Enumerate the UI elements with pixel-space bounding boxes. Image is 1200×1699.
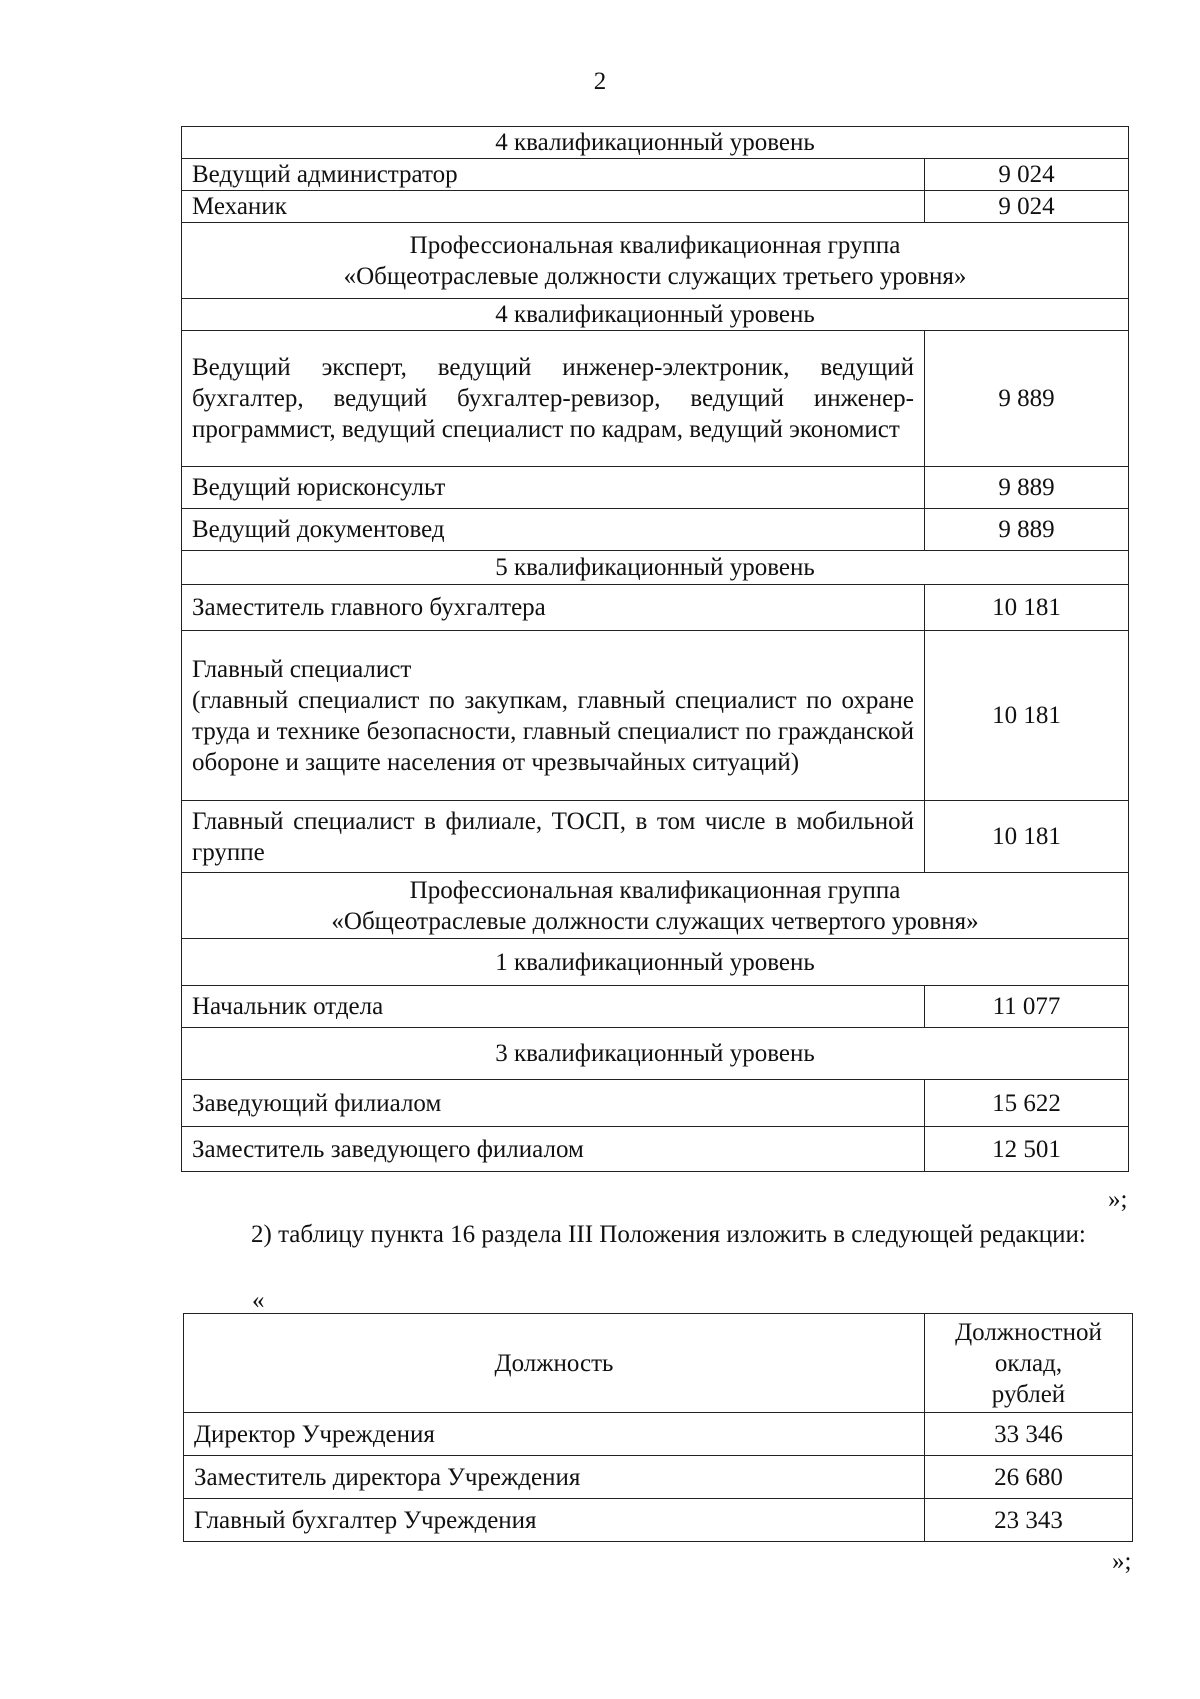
position-name: Ведущий документовед [182,509,925,551]
salary-value: 23 343 [925,1499,1133,1542]
closing-quote: »; [1112,1548,1132,1575]
amendment-paragraph: 2) таблицу пункта 16 раздела III Положения изложить в следующей редакции: [251,1221,1086,1248]
qualification-level-heading: 4 квалификационный уровень [182,127,1129,159]
table-row [182,585,1129,631]
position-name [182,631,925,801]
qualification-level-heading: 4 квалификационный уровень [182,299,1129,331]
position-title: Главный специалист [192,655,412,683]
table-row [182,299,1129,331]
table-row [182,159,1129,191]
position-name: Механик [182,191,925,223]
table-row [182,939,1129,986]
position-name: Заместитель заведующего филиалом [182,1127,925,1172]
table-row [182,467,1129,509]
group-heading-line: Профессиональная квалификационная группа [409,231,901,259]
salary-value: 10 181 [925,585,1129,631]
table-row [184,1413,1133,1456]
table-row [182,551,1129,585]
group-heading-line: «Общеотраслевые должности служащих четвертого уровня» [331,907,979,935]
table-header-row [184,1314,1133,1413]
salary-value: 26 680 [925,1456,1133,1499]
salary-table-management [183,1313,1133,1542]
position-detail: (главный специалист по закупкам, главный специалист по охране труда и технике безопасности, главный специалист по гражданской обороне и защите населения от чрезвычайных ситуаций) [192,686,914,776]
column-header-position: Должность [184,1314,925,1413]
table-row [182,631,1129,801]
salary-value: 12 501 [925,1127,1129,1172]
table-row [182,986,1129,1028]
column-header-line: рублей [991,1380,1066,1408]
table-row [182,509,1129,551]
professional-group-heading [182,223,1129,299]
position-name: Заместитель директора Учреждения [184,1456,925,1499]
salary-value: 9 889 [925,509,1129,551]
salary-value: 9 889 [925,331,1129,467]
position-name: Ведущий юрисконсульт [182,467,925,509]
position-name: Главный бухгалтер Учреждения [184,1499,925,1542]
position-name: Ведущий администратор [182,159,925,191]
position-name: Начальник отдела [182,986,925,1028]
salary-value: 10 181 [925,801,1129,873]
salary-value: 10 181 [925,631,1129,801]
salary-value: 15 622 [925,1080,1129,1127]
table-row [182,801,1129,873]
salary-value: 9 889 [925,467,1129,509]
table-row [182,1028,1129,1080]
group-heading-line: Профессиональная квалификационная группа [409,876,901,904]
salary-table-continued [181,126,1129,1172]
table-row [182,331,1129,467]
closing-quote: »; [1108,1186,1128,1213]
table-row [182,1080,1129,1127]
position-name: Заместитель главного бухгалтера [182,585,925,631]
column-header-line: оклад, [994,1349,1063,1377]
table-row [182,873,1129,939]
column-header-line: Должностной [955,1318,1102,1346]
table-row [182,127,1129,159]
table-row [184,1456,1133,1499]
table-row [182,223,1129,299]
position-name: Директор Учреждения [184,1413,925,1456]
qualification-level-heading: 1 квалификационный уровень [182,939,1129,986]
position-name: Заведующий филиалом [182,1080,925,1127]
qualification-level-heading: 3 квалификационный уровень [182,1028,1129,1080]
table-row [182,1127,1129,1172]
salary-value: 11 077 [925,986,1129,1028]
table-row [184,1499,1133,1542]
salary-value: 9 024 [925,191,1129,223]
column-header-salary [925,1314,1133,1413]
opening-quote: « [252,1287,265,1314]
table-row [182,191,1129,223]
position-name: Ведущий эксперт, ведущий инженер-электроник, ведущий бухгалтер, ведущий бухгалтер-ревизор, ведущий инженер-программист, ведущий специалист по кадрам, ведущий экономист [182,331,925,467]
position-name: Главный специалист в филиале, ТОСП, в том числе в мобильной группе [182,801,925,873]
salary-value: 9 024 [925,159,1129,191]
professional-group-heading [182,873,1129,939]
group-heading-line: «Общеотраслевые должности служащих третьего уровня» [343,262,967,290]
qualification-level-heading: 5 квалификационный уровень [182,551,1129,585]
page-number: 2 [593,68,607,95]
salary-value: 33 346 [925,1413,1133,1456]
